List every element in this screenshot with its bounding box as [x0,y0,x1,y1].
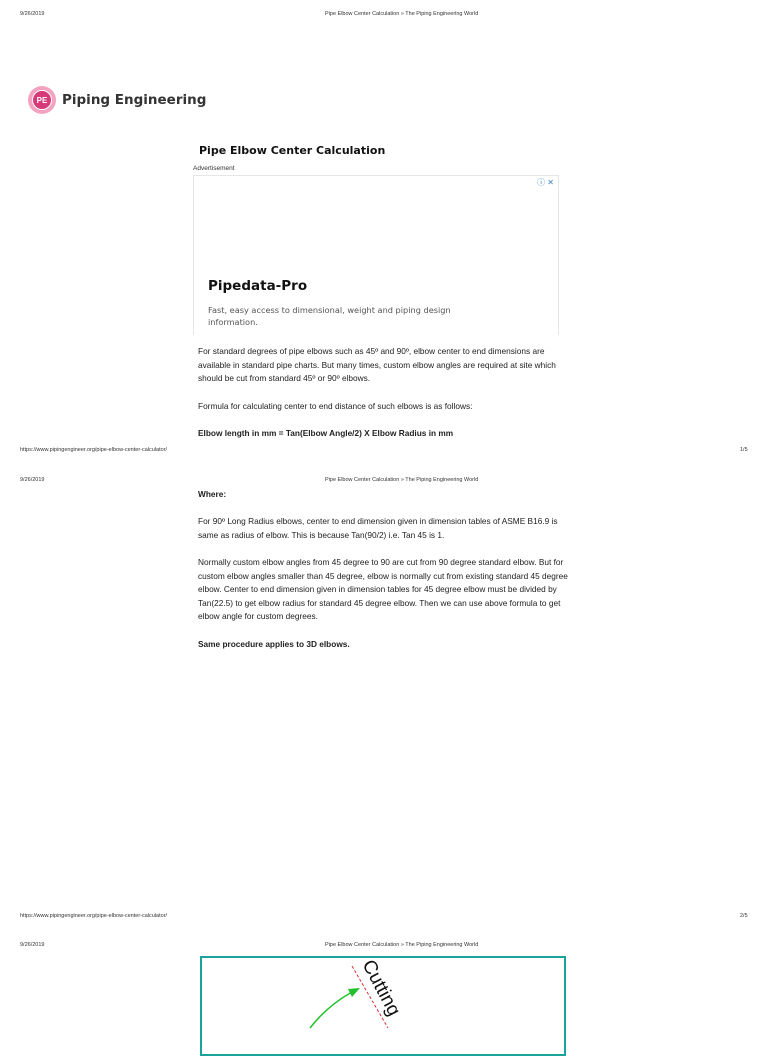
diagram-svg [202,958,564,1054]
page-title: Pipe Elbow Center Calculation [199,144,386,157]
paragraph-long-radius: For 90º Long Radius elbows, center to end dimension given in dimension tables of ASME B16.9 is same as radius of elbow. This is because Tan(90/2) i.e. Tan 45 is 1. [198,516,558,540]
paragraph-intro: For standard degrees of pipe elbows such as 45º and 90º, elbow center to end dimensions are available in standard pipe charts. But many times, custom elbow angles are required at site which should be cut from standard 45º or 90º elbows. [198,346,556,384]
site-logo[interactable] [28,86,206,114]
print-date: 9/26/2019 [20,942,45,948]
ad-info-close-icon[interactable]: ⓘ ✕ [537,178,554,187]
ad-title[interactable]: Pipedata-Pro [208,278,308,294]
ad-description: Fast, easy access to dimensional, weight and piping design information. [208,305,451,327]
print-date: 9/26/2019 [20,11,45,17]
where-label: Where: [198,489,227,499]
advertisement[interactable] [193,175,559,335]
cutting-label: Cutting [357,958,405,1020]
arrow-head-icon [348,988,360,997]
ad-label: Advertisement [193,165,235,172]
angle-arrow [310,992,352,1028]
paragraph-3d-elbows: Same procedure applies to 3D elbows. [198,639,350,649]
print-footer-url: https://www.pipingengineer.org/pipe-elbow-center-calculator/ [20,447,168,453]
logo-initials: PE [32,90,52,110]
paragraph-custom-angles: Normally custom elbow angles from 45 degree to 90 are cut from 90 degree standard elbow. But for custom elbow angles smaller than 45 degree, elbow is normally cut from existing standard 45 degree elbow. Center to end dimension given in dimension tables for 45 degree elbow must be divided by Tan(22.5) to get elbow radius for standard 45 degree elbow. Then we can use above formula to get elbow angle for custom degrees. [198,557,568,622]
print-page-number: 1/5 [740,447,748,453]
formula-text: Elbow length in mm = Tan(Elbow Angle/2) X Elbow Radius in mm [198,428,454,438]
paragraph-formula-intro: Formula for calculating center to end distance of such elbows is as follows: [198,401,473,411]
print-header-title: Pipe Elbow Center Calculation » The Piping Engineering World [325,11,479,17]
print-date: 9/26/2019 [20,477,45,483]
print-footer-url: https://www.pipingengineer.org/pipe-elbow-center-calculator/ [20,913,168,919]
print-header-title: Pipe Elbow Center Calculation » The Piping Engineering World [325,942,479,948]
print-header-title: Pipe Elbow Center Calculation » The Piping Engineering World [325,477,479,483]
print-page-number: 2/5 [740,913,748,919]
elbow-cutting-diagram [200,956,566,1056]
logo-badge-icon [28,86,56,114]
site-name: Piping Engineering [62,92,207,108]
